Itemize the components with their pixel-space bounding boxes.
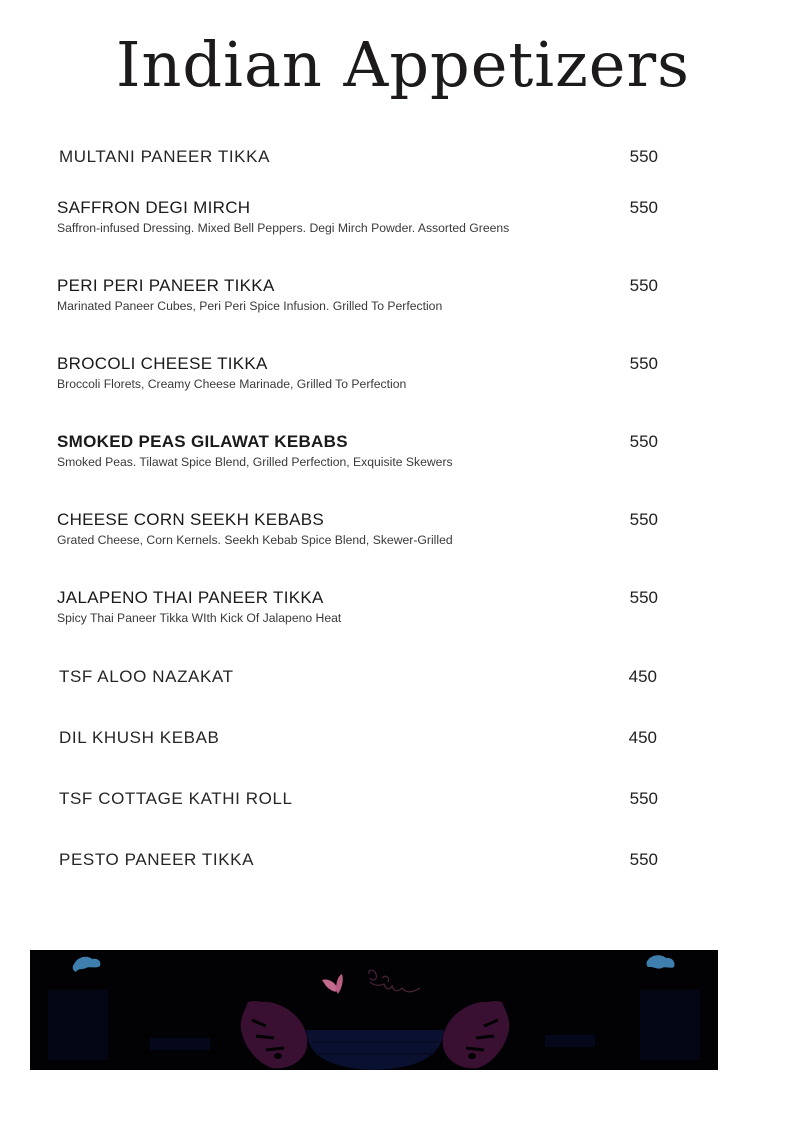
item-name: TSF ALOO NAZAKAT	[59, 667, 234, 686]
cloud-icon	[647, 955, 675, 968]
menu-item	[57, 789, 662, 809]
item-name: SMOKED PEAS GILAWAT KEBABS	[57, 432, 348, 451]
menu-item	[57, 354, 662, 392]
item-description: Saffron-infused Dressing. Mixed Bell Peppers. Degi Mirch Powder. Assorted Greens	[57, 221, 510, 235]
item-description: Spicy Thai Paneer Tikka WIth Kick Of Jalapeno Heat	[57, 611, 342, 625]
menu-item	[57, 432, 662, 470]
item-price: 550	[629, 354, 658, 373]
item-price: 450	[628, 728, 657, 747]
item-price: 550	[629, 789, 658, 808]
cloud-icon	[73, 957, 101, 972]
footer-banner	[30, 950, 718, 1070]
menu-item	[57, 147, 662, 167]
item-price: 550	[629, 588, 658, 607]
item-name: BROCOLI CHEESE TIKKA	[57, 354, 268, 373]
item-price: 550	[629, 276, 658, 295]
item-name: JALAPENO THAI PANEER TIKKA	[57, 588, 324, 607]
footer-illustration	[30, 950, 718, 1070]
item-name: SAFFRON DEGI MIRCH	[57, 198, 251, 217]
item-price: 550	[629, 147, 658, 166]
item-description: Broccoli Florets, Creamy Cheese Marinade, Grilled To Perfection	[57, 377, 407, 391]
item-price: 550	[629, 510, 658, 529]
page-title: Indian Appetizers	[116, 28, 690, 101]
item-description: Grated Cheese, Corn Kernels. Seekh Kebab Spice Blend, Skewer-Grilled	[57, 533, 453, 547]
script-logo	[369, 970, 420, 992]
menu-item	[57, 728, 662, 748]
item-name: DIL KHUSH KEBAB	[59, 728, 220, 747]
menu-item	[57, 198, 662, 236]
item-price: 550	[629, 198, 658, 217]
monstera-leaf-icon	[241, 1001, 308, 1068]
item-name: TSF COTTAGE KATHI ROLL	[59, 789, 293, 808]
item-name: PESTO PANEER TIKKA	[59, 850, 255, 869]
item-name: MULTANI PANEER TIKKA	[59, 147, 271, 166]
item-price: 550	[629, 850, 658, 869]
item-name: PERI PERI PANEER TIKKA	[57, 276, 275, 295]
item-price: 450	[628, 667, 657, 686]
item-description: Smoked Peas. Tilawat Spice Blend, Grilled Perfection, Exquisite Skewers	[57, 455, 453, 469]
menu-item	[57, 588, 662, 626]
menu-item	[57, 276, 662, 314]
menu-item	[57, 667, 662, 687]
item-name: CHEESE CORN SEEKH KEBABS	[57, 510, 324, 529]
menu-item	[57, 850, 662, 870]
bird-icon	[322, 974, 343, 994]
monstera-leaf-icon	[443, 1001, 510, 1068]
item-description: Marinated Paneer Cubes, Peri Peri Spice Infusion. Grilled To Perfection	[57, 299, 443, 313]
menu-item	[57, 510, 662, 548]
bowl-shape	[306, 1030, 444, 1070]
item-price: 550	[629, 432, 658, 451]
